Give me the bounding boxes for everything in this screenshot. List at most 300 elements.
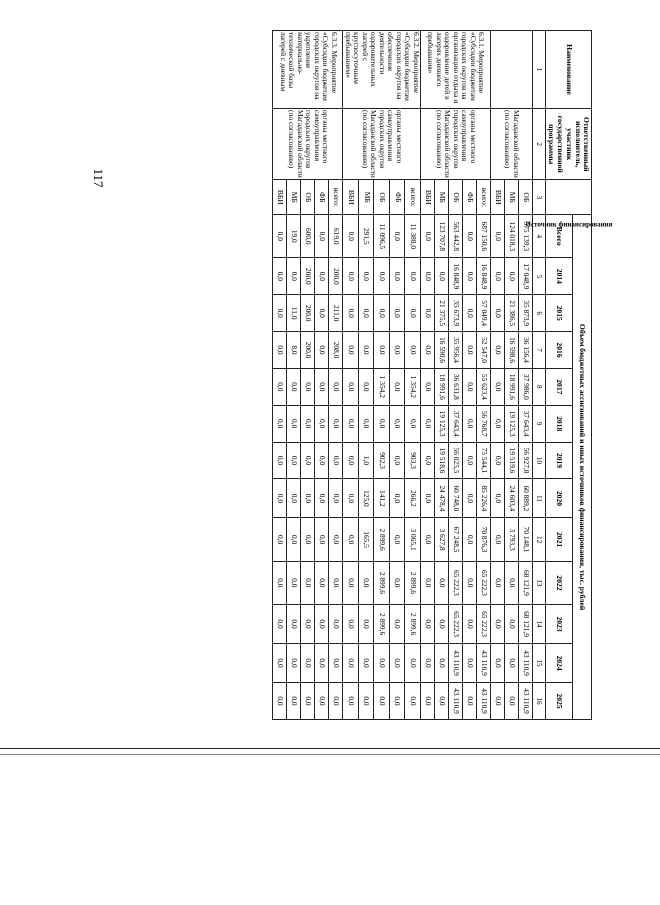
- value-cell: 0,0: [343, 405, 359, 442]
- column-index: 9: [533, 405, 546, 442]
- value-cell: 0,0: [463, 561, 477, 604]
- value-cell: 0,0: [301, 561, 315, 604]
- value-cell: 0,0: [273, 605, 287, 644]
- value-cell: 0,0: [315, 644, 329, 683]
- value-cell: 0,0: [343, 258, 359, 295]
- value-cell: 0,0: [273, 644, 287, 683]
- value-cell: 0,0: [301, 479, 315, 518]
- value-cell: 0,0: [421, 561, 435, 604]
- value-cell: 0,0: [315, 215, 329, 258]
- value-cell: 52 547,0: [477, 332, 491, 369]
- value-cell: 0,0: [287, 605, 301, 644]
- value-cell: 0,0: [315, 518, 329, 561]
- column-index-row: [533, 31, 546, 720]
- value-cell: 16 848,9: [449, 258, 463, 295]
- value-cell: 43 110,9: [477, 644, 491, 683]
- value-cell: 0,0: [358, 561, 374, 604]
- header-year-2024: 2024: [546, 644, 573, 683]
- value-cell: 0,0: [491, 332, 505, 369]
- value-cell: 0,0: [329, 605, 343, 644]
- value-cell: 67 248,5: [449, 518, 463, 561]
- value-cell: 0,0: [343, 683, 359, 720]
- value-cell: 0,0: [374, 405, 390, 442]
- value-cell: 0,0: [374, 295, 390, 332]
- value-cell: 0,0: [301, 518, 315, 561]
- value-cell: 0,0: [491, 683, 505, 720]
- value-cell: 75 544,1: [477, 442, 491, 479]
- value-cell: 35 873,9: [519, 295, 533, 332]
- value-cell: 0,0: [358, 258, 374, 295]
- column-index: 10: [533, 442, 546, 479]
- value-cell: 2 899,6: [405, 561, 421, 604]
- source-cell: всего:: [477, 180, 491, 215]
- value-cell: 85 226,4: [477, 479, 491, 518]
- value-cell: 65 222,3: [449, 561, 463, 604]
- value-cell: 0,0: [421, 605, 435, 644]
- value-cell: 0,0: [273, 518, 287, 561]
- value-cell: 0,0: [389, 295, 405, 332]
- source-cell: МБ: [505, 180, 519, 215]
- value-cell: 0,0: [463, 605, 477, 644]
- value-cell: 0,0: [343, 605, 359, 644]
- value-cell: 24 603,4: [505, 479, 519, 518]
- value-cell: 266,2: [405, 479, 421, 518]
- value-cell: 0,0: [463, 332, 477, 369]
- value-cell: 0,0: [389, 215, 405, 258]
- value-cell: 0,0: [315, 405, 329, 442]
- source-cell: ВБИ: [343, 180, 359, 215]
- source-cell: ОБ: [374, 180, 390, 215]
- value-cell: 0,0: [315, 479, 329, 518]
- value-cell: 0,0: [287, 561, 301, 604]
- value-cell: 3 065,1: [405, 518, 421, 561]
- value-cell: 19 125,3: [435, 405, 449, 442]
- value-cell: 0,0: [273, 258, 287, 295]
- value-cell: 0,0: [315, 258, 329, 295]
- value-cell: 0,0: [405, 258, 421, 295]
- column-index: 14: [533, 605, 546, 644]
- value-cell: 575 139,3: [519, 215, 533, 258]
- source-cell: ВБИ: [273, 180, 287, 215]
- value-cell: 68 121,9: [519, 605, 533, 644]
- source-cell: ОБ: [519, 180, 533, 215]
- value-cell: 57 049,4: [477, 295, 491, 332]
- value-cell: 211,0: [329, 295, 343, 332]
- value-cell: 0,0: [435, 683, 449, 720]
- column-index: 5: [533, 258, 546, 295]
- value-cell: 0,0: [463, 215, 477, 258]
- value-cell: 0,0: [491, 295, 505, 332]
- value-cell: 0,0: [343, 442, 359, 479]
- source-cell: ВБИ: [421, 180, 435, 215]
- value-cell: 0,0: [505, 258, 519, 295]
- value-cell: 17 048,9: [519, 258, 533, 295]
- value-cell: 16 848,9: [477, 258, 491, 295]
- value-cell: 0,0: [435, 605, 449, 644]
- value-cell: 0,0: [329, 518, 343, 561]
- value-cell: 0,0: [315, 295, 329, 332]
- value-cell: 0,0: [343, 644, 359, 683]
- value-cell: 0,0: [421, 295, 435, 332]
- value-cell: 0,0: [491, 405, 505, 442]
- value-cell: 0,0: [287, 368, 301, 405]
- value-cell: 16 598,6: [505, 332, 519, 369]
- value-cell: 0,0: [463, 405, 477, 442]
- value-cell: 0,0: [405, 295, 421, 332]
- value-cell: 35 673,9: [449, 295, 463, 332]
- value-cell: 0,0: [491, 605, 505, 644]
- value-cell: 0,0: [273, 215, 287, 258]
- value-cell: 2 899,6: [405, 605, 421, 644]
- header-year-2022: 2022: [546, 561, 573, 604]
- value-cell: 19 519,6: [505, 442, 519, 479]
- header-total: Всего: [546, 215, 573, 258]
- value-cell: 125,0: [358, 479, 374, 518]
- value-cell: 0,0: [301, 644, 315, 683]
- financing-table: [272, 30, 613, 720]
- value-cell: 0,0: [463, 683, 477, 720]
- value-cell: 0,0: [301, 405, 315, 442]
- source-cell: всего:: [329, 180, 343, 215]
- value-cell: 0,0: [358, 605, 374, 644]
- source-cell: ВБИ: [491, 180, 505, 215]
- value-cell: 0,0: [389, 683, 405, 720]
- value-cell: 0,0: [505, 644, 519, 683]
- source-cell: МБ: [435, 180, 449, 215]
- value-cell: 200,0: [329, 258, 343, 295]
- value-cell: 0,0: [463, 258, 477, 295]
- value-cell: 0,0: [301, 605, 315, 644]
- value-cell: 0,0: [405, 644, 421, 683]
- value-cell: 16 590,6: [435, 332, 449, 369]
- value-cell: 200,0: [301, 258, 315, 295]
- value-cell: 0,0: [421, 405, 435, 442]
- value-cell: 0,0: [389, 368, 405, 405]
- header-year-2016: 2016: [546, 332, 573, 369]
- value-cell: 0,0: [329, 405, 343, 442]
- value-cell: 0,0: [405, 683, 421, 720]
- value-cell: 24 478,4: [435, 479, 449, 518]
- value-cell: 70 876,3: [477, 518, 491, 561]
- header-year-2025: 2025: [546, 683, 573, 720]
- value-cell: 21 375,5: [435, 295, 449, 332]
- page-number: 117: [91, 168, 106, 188]
- value-cell: 0,0: [421, 683, 435, 720]
- value-cell: 0,0: [315, 683, 329, 720]
- measure-name: 6.3.1. Мероприятие «Субсидии бюджетам городских округов на организацию отдыха и оздоровление детей в лагерях дневного пребывания»: [421, 31, 491, 109]
- value-cell: 0,0: [315, 442, 329, 479]
- value-cell: 0,0: [287, 518, 301, 561]
- value-cell: 0,0: [315, 368, 329, 405]
- value-cell: 0,0: [329, 368, 343, 405]
- header-source-text: Источник финансирования: [525, 220, 613, 229]
- value-cell: 165,5: [358, 518, 374, 561]
- value-cell: 35 956,4: [449, 332, 463, 369]
- header-year-2019: 2019: [546, 442, 573, 479]
- measure-name: 6.3.3. Мероприятие «Субсидии бюджетам городских округов на укрепление материально-технической базы лагерей с дневным: [273, 31, 343, 109]
- table-row: [329, 31, 343, 720]
- value-cell: 37 643,4: [449, 405, 463, 442]
- value-cell: 0,0: [358, 683, 374, 720]
- value-cell: 65 222,3: [449, 605, 463, 644]
- value-cell: 0,0: [343, 295, 359, 332]
- value-cell: 0,0: [358, 405, 374, 442]
- source-cell: ОБ: [449, 180, 463, 215]
- column-index: 2: [533, 108, 546, 179]
- value-cell: 0,0: [343, 518, 359, 561]
- value-cell: 3 793,3: [505, 518, 519, 561]
- value-cell: 0,0: [435, 258, 449, 295]
- value-cell: 0,0: [329, 683, 343, 720]
- value-cell: 0,0: [463, 295, 477, 332]
- value-cell: 0,0: [491, 215, 505, 258]
- value-cell: 70 148,1: [519, 518, 533, 561]
- value-cell: 0,0: [343, 561, 359, 604]
- value-cell: 0,0: [421, 368, 435, 405]
- value-cell: 0,0: [287, 442, 301, 479]
- value-cell: 55 623,4: [477, 368, 491, 405]
- value-cell: 0,0: [463, 479, 477, 518]
- value-cell: 902,3: [374, 442, 390, 479]
- column-index: 8: [533, 368, 546, 405]
- value-cell: 0,0: [389, 479, 405, 518]
- value-cell: 19 125,3: [505, 405, 519, 442]
- value-cell: 2 899,6: [374, 561, 390, 604]
- value-cell: 124 018,3: [505, 215, 519, 258]
- header-responsible: Ответственный исполнитель, участник государственной программы: [546, 108, 592, 179]
- value-cell: 0,0: [463, 518, 477, 561]
- value-cell: 0,0: [389, 332, 405, 369]
- value-cell: 0,0: [505, 683, 519, 720]
- value-cell: 0,0: [287, 405, 301, 442]
- value-cell: 0,0: [389, 442, 405, 479]
- value-cell: 11 096,5: [374, 215, 390, 258]
- value-cell: 18 991,6: [435, 368, 449, 405]
- value-cell: 0,0: [273, 442, 287, 479]
- value-cell: 56 927,8: [519, 442, 533, 479]
- value-cell: 43 110,9: [519, 644, 533, 683]
- value-cell: 0,0: [374, 258, 390, 295]
- value-cell: 36 156,4: [519, 332, 533, 369]
- value-cell: 0,0: [421, 215, 435, 258]
- value-cell: 0,0: [435, 561, 449, 604]
- column-index: 12: [533, 518, 546, 561]
- value-cell: 0,0: [491, 258, 505, 295]
- value-cell: 1 354,2: [374, 368, 390, 405]
- value-cell: 0,0: [301, 683, 315, 720]
- bottom-rule-thin: [0, 754, 660, 755]
- value-cell: 0,0: [421, 332, 435, 369]
- value-cell: 0,0: [389, 518, 405, 561]
- value-cell: 903,3: [405, 442, 421, 479]
- value-cell: 0,0: [287, 479, 301, 518]
- value-cell: 0,0: [435, 644, 449, 683]
- value-cell: 0,0: [421, 258, 435, 295]
- value-cell: 0,0: [287, 683, 301, 720]
- value-cell: 0,0: [389, 258, 405, 295]
- value-cell: 0,0: [491, 368, 505, 405]
- value-cell: 0,0: [287, 258, 301, 295]
- value-cell: 0,0: [389, 405, 405, 442]
- value-cell: 0,0: [315, 561, 329, 604]
- row-responsible: Магаданской области (по согласованию): [491, 108, 533, 179]
- value-cell: 0,0: [273, 405, 287, 442]
- rotated-table-wrapper: [72, 30, 613, 720]
- column-index: 1: [533, 31, 546, 109]
- value-cell: 2 899,6: [374, 605, 390, 644]
- row-name-cell: [491, 31, 533, 109]
- value-cell: 0,0: [273, 561, 287, 604]
- value-cell: 200,0: [301, 295, 315, 332]
- value-cell: 60 889,2: [519, 479, 533, 518]
- value-cell: 0,0: [374, 644, 390, 683]
- value-cell: 43 110,9: [449, 644, 463, 683]
- header-name: Наименование: [546, 31, 592, 109]
- value-cell: 2 899,6: [374, 518, 390, 561]
- value-cell: 0,0: [389, 561, 405, 604]
- value-cell: 0,0: [329, 442, 343, 479]
- value-cell: 0,0: [463, 368, 477, 405]
- column-index: 16: [533, 683, 546, 720]
- value-cell: 0,0: [374, 683, 390, 720]
- value-cell: 200,0: [301, 332, 315, 369]
- value-cell: 563 442,8: [449, 215, 463, 258]
- measure-responsible: органы местного самоуправления городских округов Магаданской области (по согласованию): [343, 108, 421, 179]
- value-cell: 11 388,0: [405, 215, 421, 258]
- value-cell: 0,0: [421, 518, 435, 561]
- measure-responsible: органы местного самоуправления городских округов Магаданской области (по согласованию): [421, 108, 491, 179]
- value-cell: 123 707,8: [435, 215, 449, 258]
- value-cell: 21 386,5: [505, 295, 519, 332]
- value-cell: 0,0: [491, 518, 505, 561]
- header-volume: Объем бюджетных ассигнований и иных источников финансирования, тыс. рублей: [573, 215, 592, 720]
- value-cell: 0,0: [389, 644, 405, 683]
- value-cell: 0,0: [273, 295, 287, 332]
- value-cell: 0,0: [358, 368, 374, 405]
- value-cell: 37 986,0: [519, 368, 533, 405]
- value-cell: 37 643,4: [519, 405, 533, 442]
- header-year-2023: 2023: [546, 605, 573, 644]
- table-row: [405, 31, 421, 720]
- value-cell: 0,0: [343, 368, 359, 405]
- source-cell: МБ: [287, 180, 301, 215]
- bottom-rule: [0, 748, 660, 749]
- value-cell: 0,0: [421, 479, 435, 518]
- value-cell: 0,0: [273, 368, 287, 405]
- value-cell: 19 518,6: [435, 442, 449, 479]
- value-cell: 291,5: [358, 215, 374, 258]
- value-cell: 68 121,9: [519, 561, 533, 604]
- table-row: [477, 31, 491, 720]
- value-cell: 0,0: [343, 215, 359, 258]
- value-cell: 0,0: [358, 295, 374, 332]
- value-cell: 0,0: [329, 561, 343, 604]
- value-cell: 1,0: [358, 442, 374, 479]
- value-cell: 11,0: [287, 295, 301, 332]
- value-cell: 0,0: [358, 644, 374, 683]
- value-cell: 19,0: [287, 215, 301, 258]
- value-cell: 0,0: [374, 332, 390, 369]
- source-cell: ФБ: [463, 180, 477, 215]
- value-cell: 0,0: [287, 644, 301, 683]
- value-cell: 0,0: [329, 644, 343, 683]
- value-cell: 0,0: [329, 479, 343, 518]
- measure-name: 6.3.2. Мероприятие «Субсидии бюджетам городских округов на обеспечение деятельности оздоровительных лагерей с круглосуточным пребыванием»: [343, 31, 421, 109]
- header-year-2015: 2015: [546, 295, 573, 332]
- header-year-2014: 2014: [546, 258, 573, 295]
- value-cell: 43 110,9: [449, 683, 463, 720]
- value-cell: 0,0: [315, 332, 329, 369]
- column-index: 13: [533, 561, 546, 604]
- column-index: 7: [533, 332, 546, 369]
- value-cell: 600,0: [301, 215, 315, 258]
- value-cell: 56 768,7: [477, 405, 491, 442]
- header-year-2018: 2018: [546, 405, 573, 442]
- value-cell: 65 222,3: [477, 561, 491, 604]
- value-cell: 208,0: [329, 332, 343, 369]
- source-cell: ОБ: [301, 180, 315, 215]
- value-cell: 619,0: [329, 215, 343, 258]
- value-cell: 0,0: [405, 332, 421, 369]
- column-index: 4: [533, 215, 546, 258]
- value-cell: 0,0: [505, 561, 519, 604]
- header-year-2017: 2017: [546, 368, 573, 405]
- value-cell: 0,0: [389, 605, 405, 644]
- value-cell: 43 110,9: [477, 683, 491, 720]
- value-cell: 3 627,8: [435, 518, 449, 561]
- header-year-2021: 2021: [546, 518, 573, 561]
- measure-responsible: органы местного самоуправления городских округов Магаданской области (по согласованию): [273, 108, 343, 179]
- value-cell: 687 150,6: [477, 215, 491, 258]
- source-cell: МБ: [358, 180, 374, 215]
- header-year-2020: 2020: [546, 479, 573, 518]
- value-cell: 0,0: [301, 442, 315, 479]
- value-cell: 60 748,0: [449, 479, 463, 518]
- value-cell: 65 222,3: [477, 605, 491, 644]
- source-cell: всего:: [405, 180, 421, 215]
- value-cell: 0,0: [463, 644, 477, 683]
- value-cell: 56 025,5: [449, 442, 463, 479]
- column-index: 6: [533, 295, 546, 332]
- source-cell: ФБ: [315, 180, 329, 215]
- value-cell: 0,0: [505, 605, 519, 644]
- value-cell: 0,0: [273, 332, 287, 369]
- value-cell: 0,0: [273, 479, 287, 518]
- value-cell: 43 110,9: [519, 683, 533, 720]
- value-cell: 1 354,2: [405, 368, 421, 405]
- value-cell: 0,0: [358, 332, 374, 369]
- value-cell: 0,0: [463, 442, 477, 479]
- value-cell: 0,0: [421, 644, 435, 683]
- value-cell: 8,0: [287, 332, 301, 369]
- value-cell: 0,0: [491, 479, 505, 518]
- value-cell: 0,0: [343, 332, 359, 369]
- column-index: 3: [533, 180, 546, 215]
- value-cell: 36 631,8: [449, 368, 463, 405]
- value-cell: 0,0: [315, 605, 329, 644]
- value-cell: 0,0: [491, 644, 505, 683]
- value-cell: 0,0: [405, 405, 421, 442]
- value-cell: 18 991,6: [505, 368, 519, 405]
- value-cell: 141,2: [374, 479, 390, 518]
- column-index: 11: [533, 479, 546, 518]
- value-cell: 0,0: [491, 561, 505, 604]
- source-cell: ФБ: [389, 180, 405, 215]
- value-cell: 0,0: [343, 479, 359, 518]
- value-cell: 0,0: [491, 442, 505, 479]
- column-index: 15: [533, 644, 546, 683]
- value-cell: 0,0: [421, 442, 435, 479]
